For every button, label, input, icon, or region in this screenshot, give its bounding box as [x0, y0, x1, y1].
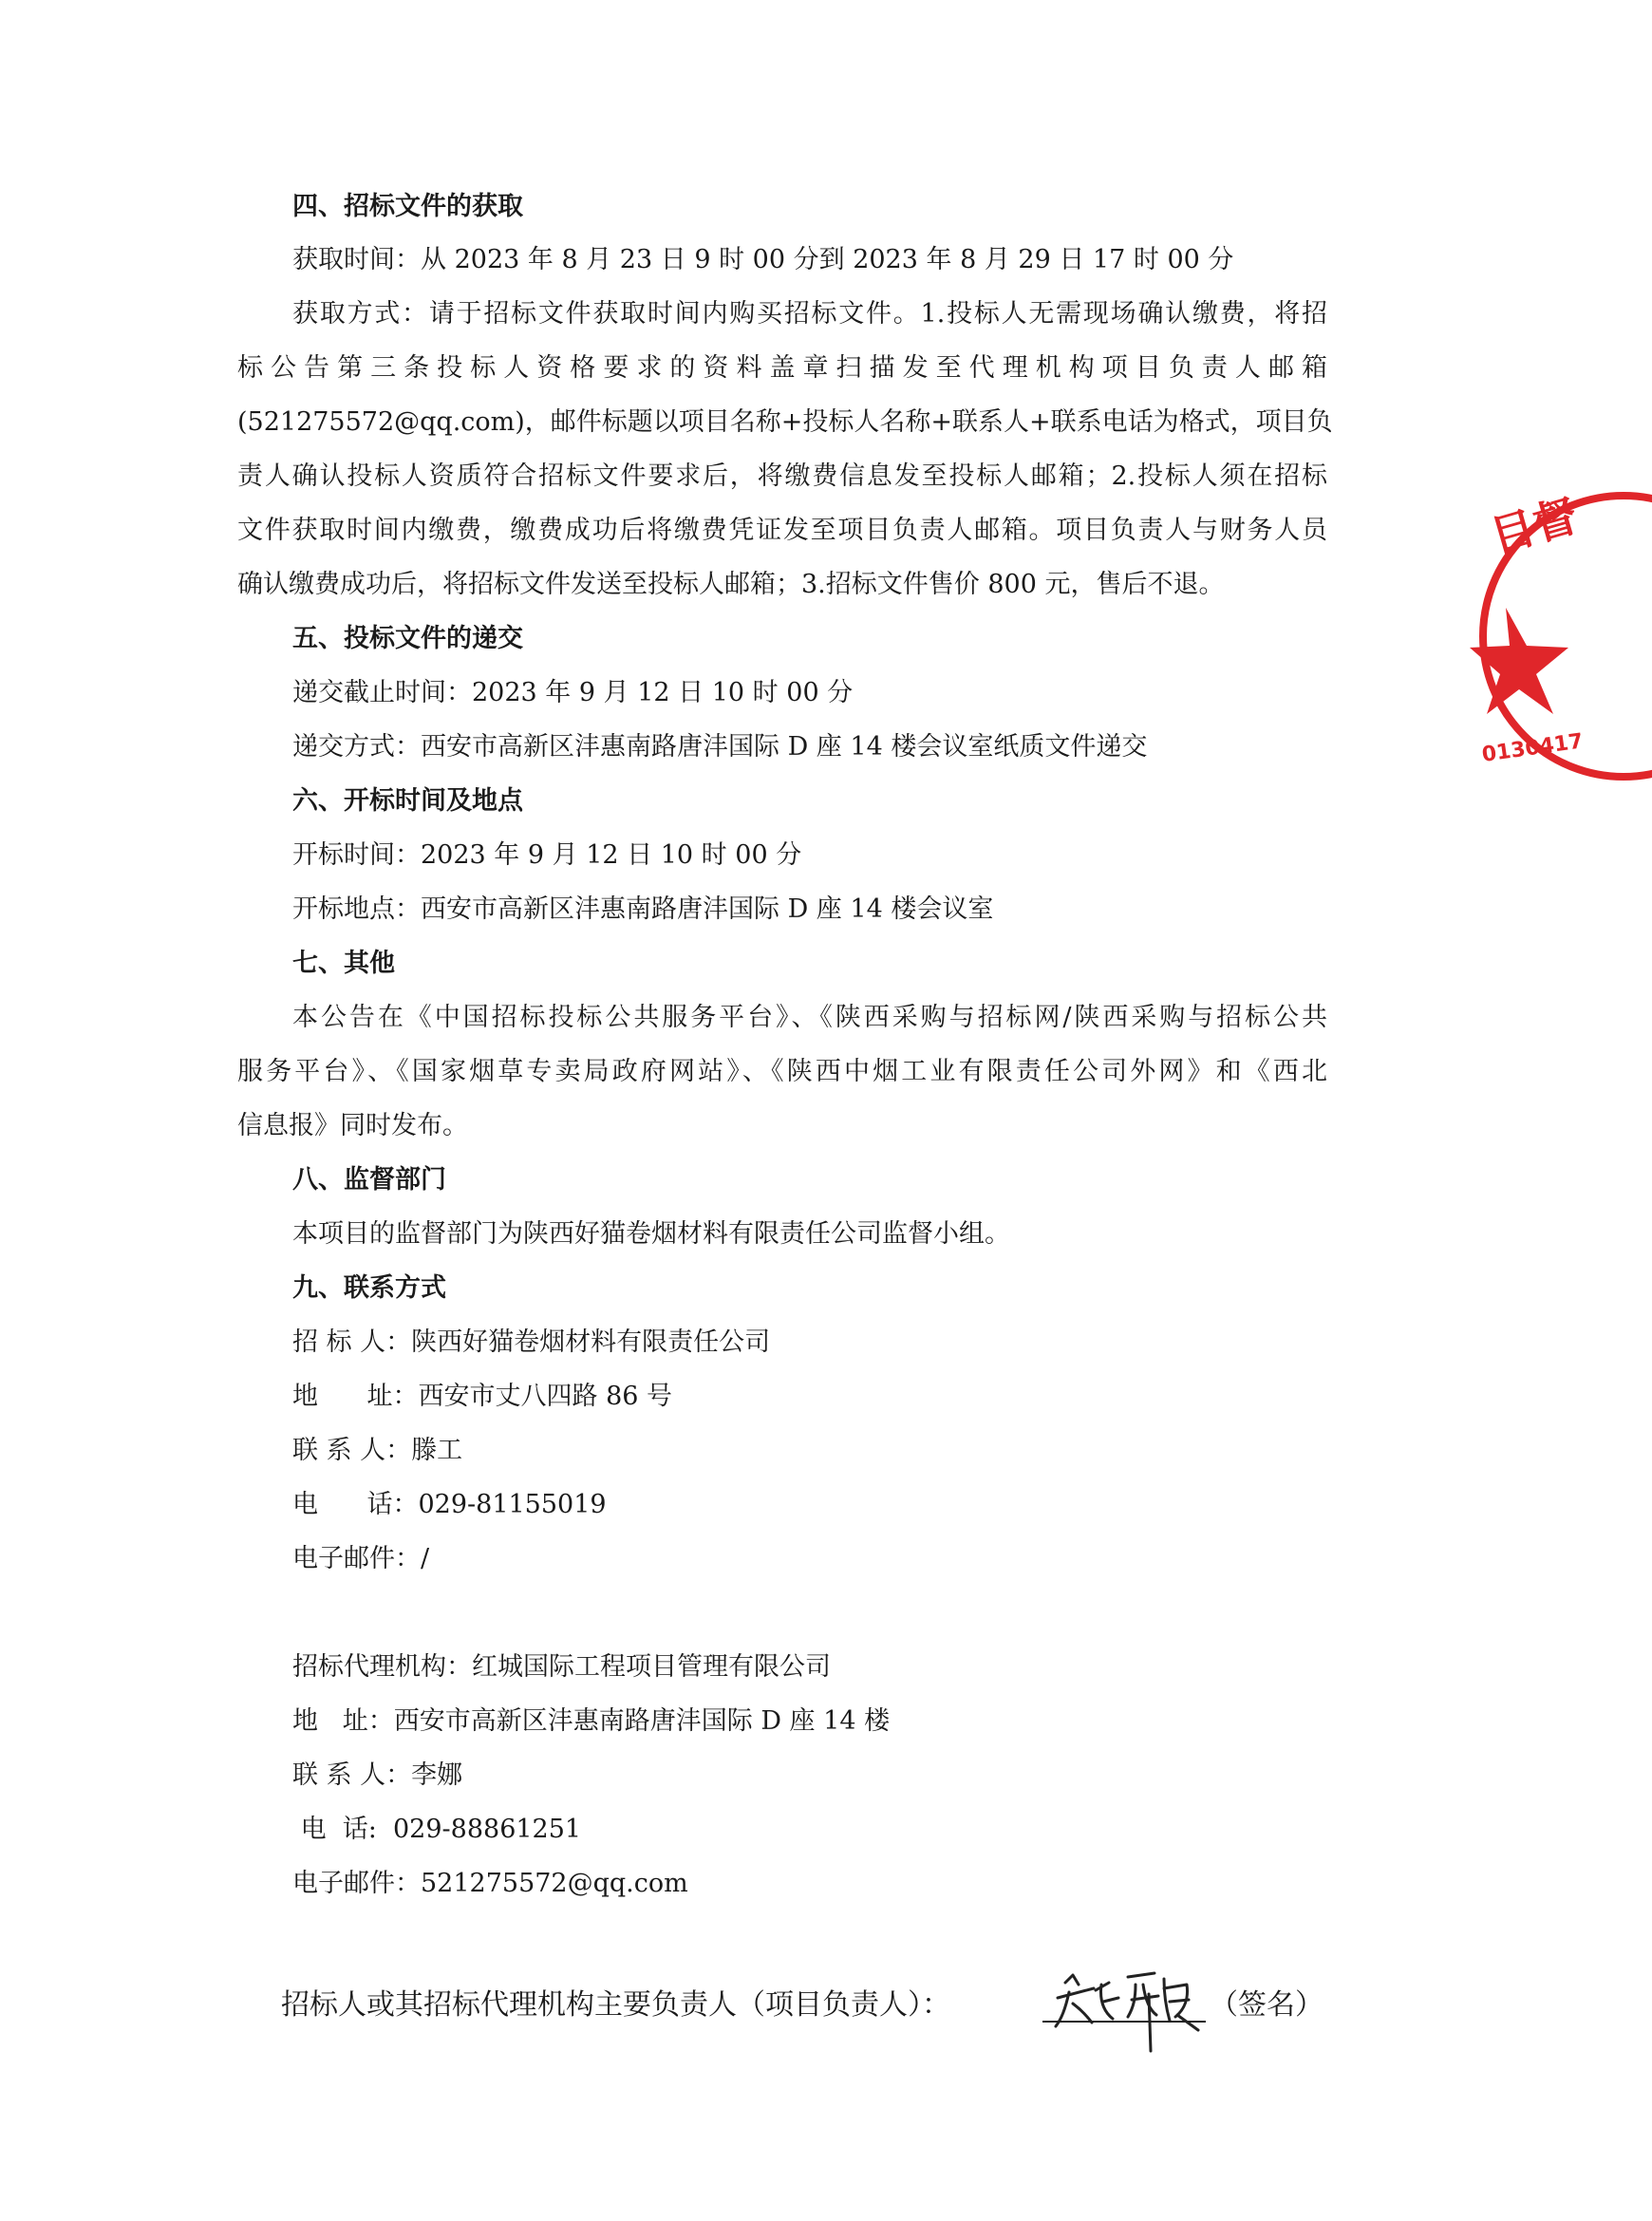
agency-email: 电子邮件：521275572@qq.com	[292, 1869, 688, 1898]
section8-text: 本项目的监督部门为陕西好猫卷烟材料有限责任公司监督小组。	[292, 1219, 1010, 1249]
seal-glyphs: 目督	[1485, 489, 1584, 563]
section4-time: 获取时间：从 2023 年 8 月 23 日 9 时 00 分到 2023 年 8 月 29 日 17 时 00 分	[292, 245, 1234, 274]
tenderer-email: 电子邮件：/	[292, 1544, 430, 1573]
tenderer-contact: 联 系 人：滕工	[292, 1436, 463, 1465]
section7-line-1: 本公告在《中国招标投标公共服务平台》、《陕西采购与招标网/陕西采购与招标公共	[292, 1003, 1327, 1032]
section5-heading: 五、投标文件的递交	[292, 624, 523, 653]
section5-deadline: 递交截止时间：2023 年 9 月 12 日 10 时 00 分	[292, 678, 854, 707]
section7-line-3: 信息报》同时发布。	[237, 1111, 468, 1140]
tenderer-name: 招 标 人：陕西好猫卷烟材料有限责任公司	[292, 1327, 771, 1357]
section8-heading: 八、监督部门	[292, 1165, 446, 1195]
seal-graphic	[1481, 475, 1652, 798]
signature-underline	[1042, 2021, 1206, 2023]
section4-method-line-1: 获取方式：请于招标文件获取时间内购买招标文件。1.投标人无需现场确认缴费，将招	[292, 299, 1327, 329]
agency-name: 招标代理机构：红城国际工程项目管理有限公司	[292, 1652, 831, 1682]
section6-heading: 六、开标时间及地点	[292, 786, 523, 816]
agency-address: 地 址：西安市高新区沣惠南路唐沣国际 D 座 14 楼	[292, 1706, 891, 1736]
section7-heading: 七、其他	[292, 949, 395, 978]
section4-method-line-4: 责人确认投标人资质符合招标文件要求后，将缴费信息发至投标人邮箱；2.投标人须在招标	[237, 461, 1327, 491]
agency-phone: 电 话: 029-88861251	[292, 1815, 582, 1844]
section4-method-line-2: 标公告第三条投标人资格要求的资料盖章扫描发至代理机构项目负责人邮箱	[237, 353, 1327, 383]
seal-code: 0130417	[1480, 729, 1585, 767]
section6-time: 开标时间：2023 年 9 月 12 日 10 时 00 分	[292, 840, 802, 870]
section4-heading: 四、招标文件的获取	[292, 192, 523, 221]
handwritten-signature	[1037, 1956, 1227, 2051]
section4-method-line-6: 确认缴费成功后，将招标文件发送至投标人邮箱；3.招标文件售价 800 元，售后不退。	[237, 570, 1225, 599]
signature-suffix: （签名）	[1210, 1988, 1323, 2022]
agency-contact: 联 系 人：李娜	[292, 1760, 463, 1790]
section4-method-line-5: 文件获取时间内缴费，缴费成功后将缴费凭证发至项目负责人邮箱。项目负责人与财务人员	[237, 516, 1327, 545]
section9-heading: 九、联系方式	[292, 1273, 446, 1303]
section4-method-line-3: (521275572@qq.com)，邮件标题以项目名称+投标人名称+联系人+联系电话为格式，项目负	[237, 407, 1333, 437]
section5-method: 递交方式：西安市高新区沣惠南路唐沣国际 D 座 14 楼会议室纸质文件递交	[292, 732, 1148, 762]
section6-place: 开标地点：西安市高新区沣惠南路唐沣国际 D 座 14 楼会议室	[292, 894, 994, 924]
section7-line-2: 服务平台》、《国家烟草专卖局政府网站》、《陕西中烟工业有限责任公司外网》和《西北	[237, 1057, 1327, 1086]
tenderer-address: 地 址：西安市丈八四路 86 号	[292, 1382, 673, 1411]
signature-label: 招标人或其招标代理机构主要负责人（项目负责人）：	[281, 1988, 950, 2022]
tenderer-phone: 电 话：029-81155019	[292, 1490, 607, 1519]
official-seal-fragment	[1480, 475, 1585, 798]
